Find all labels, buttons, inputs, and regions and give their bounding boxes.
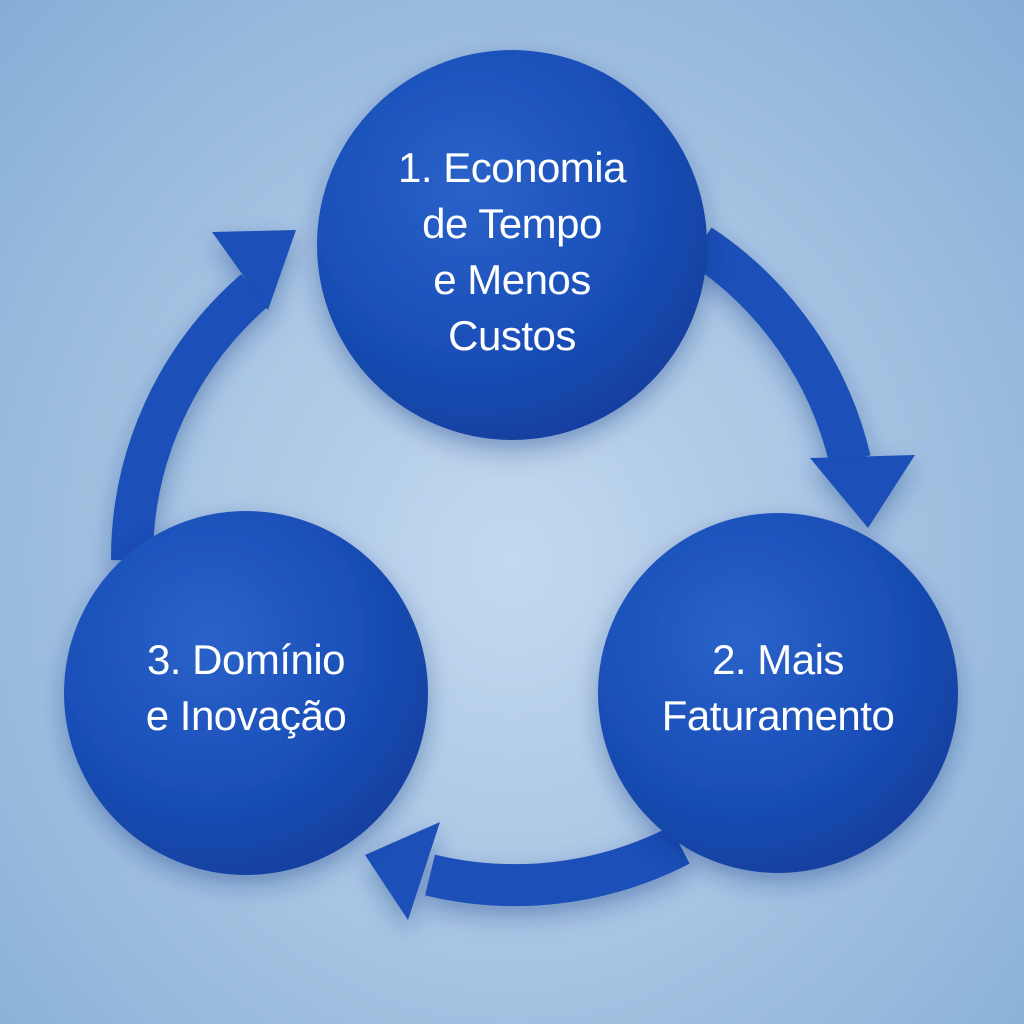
node-1-line-2: de Tempo xyxy=(422,200,602,247)
arrow-2-to-3 xyxy=(365,822,680,920)
arrow-3-to-1 xyxy=(132,230,296,560)
node-1-line-3: e Menos xyxy=(433,256,591,303)
node-2-line-1: 2. Mais xyxy=(712,636,844,683)
node-3-line-1: 3. Domínio xyxy=(146,636,346,683)
node-2-label xyxy=(600,588,956,788)
node-2-line-2: Faturamento xyxy=(661,692,895,739)
node-1-line-1: 1. Economia xyxy=(398,144,626,191)
node-3-label xyxy=(68,588,424,788)
node-3-line-2: e Inovação xyxy=(145,692,347,739)
node-1-line-4: Custos xyxy=(448,312,576,359)
node-1-label xyxy=(332,112,692,392)
arrow-1-to-2 xyxy=(700,245,915,528)
